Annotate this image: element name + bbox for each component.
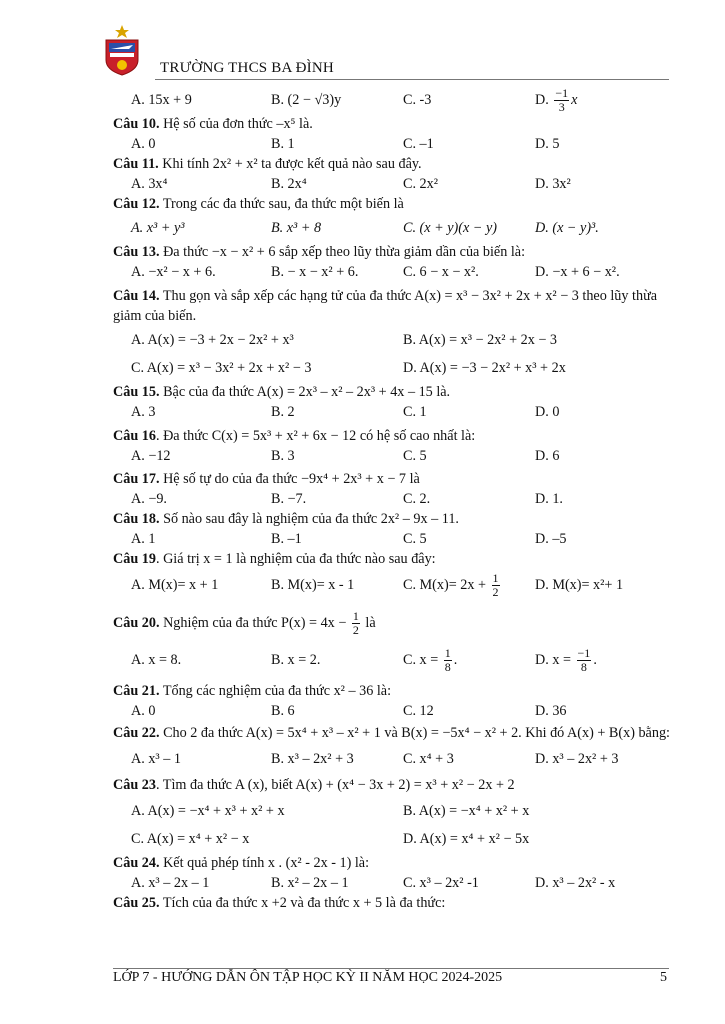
question-13-options	[113, 262, 673, 282]
question-23-options-row2	[113, 825, 673, 853]
option-c: C. x = $\frac{1}{8}$ .	[403, 646, 458, 675]
option-d: D. A(x) = x⁴ + x² − 5x	[403, 831, 530, 847]
question-23: Câu 23. Tìm đa thức A (x), biết A(x) + (x⁴ − 3x + 2) = x³ + x² − 2x + 2	[113, 777, 515, 793]
question-17-options	[113, 489, 673, 509]
option-a: A. A(x) = −x⁴ + x³ + x² + x	[131, 803, 285, 819]
question-15: Câu 15. Bậc của đa thức A(x) = 2x³ – x² – 2x³ + 4x – 15 là.	[113, 384, 451, 400]
option-c: C. A(x) = x³ − 3x² + 2x + x² − 3	[131, 360, 312, 376]
option-a: A. 15x + 9	[131, 92, 192, 108]
option-c: C. 5	[403, 531, 427, 547]
option-c: C. x³ – 2x² -1	[403, 875, 479, 891]
question-19: Câu 19. Giá trị x = 1 là nghiệm của đa thức nào sau đây:	[113, 551, 436, 567]
option-d: D. 36	[535, 703, 567, 719]
option-b: B. (2 − √3)y	[271, 92, 342, 108]
question-17: Câu 17. Hệ số tự do của đa thức −9x⁴ + 2x³ + x − 7 là	[113, 471, 420, 487]
option-a: A. 0	[131, 136, 156, 152]
option-c: C. (x + y)(x − y)	[403, 220, 497, 236]
question-20: Câu 20. Nghiệm của đa thức P(x) = 4x − $\frac{1}{2}$ là	[113, 609, 376, 638]
option-b: B. M(x)= x - 1	[271, 577, 355, 593]
option-b: B. A(x) = −x⁴ + x² + x	[403, 803, 530, 819]
option-d: D. 0	[535, 404, 560, 420]
option-a: A. −x² − x + 6.	[131, 264, 216, 280]
question-21: Câu 21. Tổng các nghiệm của đa thức x² – 36 là:	[113, 683, 392, 699]
question-list	[113, 86, 673, 913]
question-11: Câu 11. Khi tính 2x² + x² ta được kết quả nào sau đây.	[113, 156, 422, 172]
question-25: Câu 25. Tích của đa thức x +2 và đa thức x + 5 là đa thức:	[113, 895, 446, 911]
question-21-options	[113, 701, 673, 721]
school-name: TRƯỜNG THCS BA ĐÌNH	[160, 60, 334, 76]
option-b: B. 1	[271, 136, 295, 152]
question-22-options	[113, 745, 673, 773]
option-c: C. –1	[403, 136, 434, 152]
option-a: A. −9.	[131, 491, 167, 507]
option-d: D. 1.	[535, 491, 563, 507]
question-14-options-row2	[113, 354, 673, 382]
option-b: B. x = 2.	[271, 652, 321, 668]
option-d: D. 6	[535, 448, 560, 464]
option-a: A. 0	[131, 703, 156, 719]
question-14: Câu 14. Thu gọn và sắp xếp các hạng tử của đa thức A(x) = x³ − 3x² + 2x + x² − 3 theo lũy thừa giảm của biến.	[113, 288, 658, 324]
footer-text: LỚP 7 - HƯỚNG DẪN ÔN TẬP HỌC KỲ II NĂM HỌC 2024-2025	[113, 970, 503, 985]
option-d: D. x = $\frac{-1}{8}$ .	[535, 646, 597, 675]
option-b: B. −7.	[271, 491, 307, 507]
option-b: B. –1	[271, 531, 302, 547]
option-b: B. 6	[271, 703, 295, 719]
option-d: D. M(x)= x²+ 1	[535, 577, 624, 593]
question-20-options	[113, 643, 673, 677]
option-c: C. -3	[403, 92, 432, 108]
school-logo	[103, 24, 141, 76]
option-a: A. x³ – 2x – 1	[131, 875, 210, 891]
option-b: B. A(x) = x³ − 2x² + 2x − 3	[403, 332, 558, 348]
option-b: B. x² – 2x – 1	[271, 875, 349, 891]
option-d: D. x³ – 2x² - x	[535, 875, 616, 891]
question-24-options	[113, 873, 673, 893]
question-11-options	[113, 174, 673, 194]
option-c: C. A(x) = x⁴ + x² − x	[131, 831, 250, 847]
option-a: A. −12	[131, 448, 171, 464]
option-a: A. M(x)= x + 1	[131, 577, 219, 593]
option-b: B. 3	[271, 448, 295, 464]
question-19-options	[113, 569, 673, 601]
question-18-options	[113, 529, 673, 549]
option-d: D. A(x) = −3 − 2x² + x³ + 2x	[403, 360, 566, 376]
option-c: C. 2x²	[403, 176, 438, 192]
option-d: D. $\frac{-1}{3}$ x	[535, 86, 578, 115]
question-10: Câu 10. Hệ số của đơn thức –x⁵ là.	[113, 116, 313, 132]
option-d: D. 3x²	[535, 176, 571, 192]
option-a: A. x³ + y³	[131, 220, 185, 236]
question-22: Câu 22. Cho 2 đa thức A(x) = 5x⁴ + x³ – x² + 1 và B(x) = −5x⁴ − x² + 2. Khi đó A(x) + B(x) bằng:	[113, 725, 670, 741]
option-a: A. 3x⁴	[131, 176, 168, 192]
footer-divider	[113, 968, 669, 969]
option-c: C. M(x)= 2x + $\frac{1}{2}$	[403, 571, 499, 600]
option-b: B. x³ + 8	[271, 220, 322, 236]
option-d: D. −x + 6 − x².	[535, 264, 620, 280]
option-b: B. 2x⁴	[271, 176, 307, 192]
option-c: C. 6 − x − x².	[403, 264, 479, 280]
option-b: B. − x − x² + 6.	[271, 264, 359, 280]
header-divider	[155, 79, 669, 80]
option-a: A. x = 8.	[131, 652, 182, 668]
option-c: C. 1	[403, 404, 427, 420]
option-a: A. A(x) = −3 + 2x − 2x² + x³	[131, 332, 294, 348]
question-24: Câu 24. Kết quả phép tính x . (x² - 2x - 1) là:	[113, 855, 370, 871]
option-b: B. x³ – 2x² + 3	[271, 751, 354, 767]
option-d: D. –5	[535, 531, 567, 547]
option-c: C. 12	[403, 703, 434, 719]
question-12: Câu 12. Trong các đa thức sau, đa thức một biến là	[113, 196, 404, 212]
question-23-options-row1	[113, 797, 673, 825]
option-c: C. 5	[403, 448, 427, 464]
question-13: Câu 13. Đa thức −x − x² + 6 sắp xếp theo lũy thừa giảm dần của biến là:	[113, 244, 526, 260]
question-18: Câu 18. Số nào sau đây là nghiệm của đa thức 2x² – 9x – 11.	[113, 511, 459, 527]
question-15-options	[113, 402, 673, 422]
page-header	[0, 0, 725, 80]
option-a: A. 3	[131, 404, 156, 420]
question-16-options	[113, 446, 673, 466]
question-14-options-row1	[113, 326, 673, 354]
question-10-options	[113, 134, 673, 154]
option-c: C. 2.	[403, 491, 431, 507]
previous-question-options	[113, 86, 673, 114]
option-c: C. x⁴ + 3	[403, 751, 454, 767]
option-a: A. x³ – 1	[131, 751, 181, 767]
question-12-options	[113, 214, 673, 242]
option-d: D. 5	[535, 136, 560, 152]
option-b: B. 2	[271, 404, 295, 420]
option-d: D. (x − y)³.	[535, 220, 599, 236]
page-number: 5	[660, 970, 667, 985]
option-a: A. 1	[131, 531, 156, 547]
option-d: D. x³ – 2x² + 3	[535, 751, 619, 767]
question-16: Câu 16. Đa thức C(x) = 5x³ + x² + 6x − 12 có hệ số cao nhất là:	[113, 428, 476, 444]
